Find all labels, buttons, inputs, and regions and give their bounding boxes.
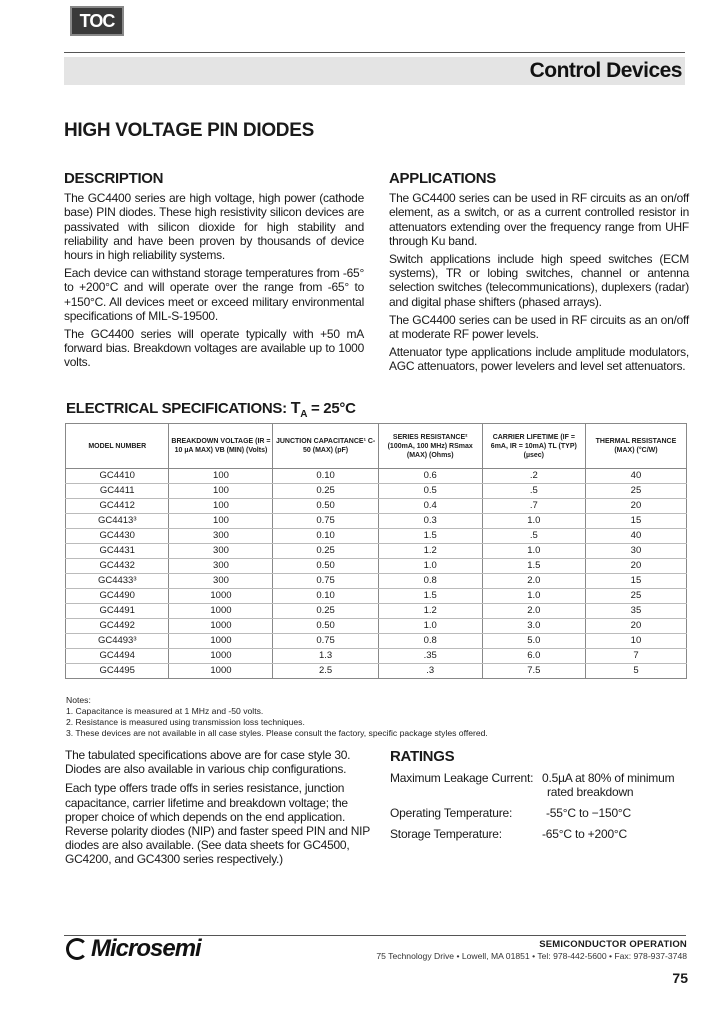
page-title: HIGH VOLTAGE PIN DIODES	[64, 120, 314, 141]
header-rule	[64, 52, 685, 53]
table-cell: .2	[482, 469, 585, 484]
col-header-thermal: THERMAL RESISTANCE (MAX) (°C/W)	[585, 424, 686, 469]
col-header-model: MODEL NUMBER	[66, 424, 169, 469]
operating-temp-value: -55°C to −150°C	[546, 806, 631, 820]
table-row	[66, 499, 687, 514]
bottom-text	[65, 748, 370, 872]
table-cell: 10	[585, 634, 686, 649]
notes-heading: Notes:	[66, 695, 91, 705]
applications-paragraph-2: Switch applications include high speed switches (ECM systems), TR or lobing switches, channel or antenna selection switches (telecommunications), duplexers (radar) and digital phase shifters (phased arrays).	[389, 252, 689, 309]
table-cell: GC4411	[66, 484, 169, 499]
table-row	[66, 514, 687, 529]
table-cell: 300	[169, 544, 273, 559]
table-row	[66, 589, 687, 604]
table-cell: 15	[585, 574, 686, 589]
bottom-paragraph-2: Each type offers trade offs in series resistance, junction capacitance, carrier lifetime and breakdown voltage; the proper choice of which depends on the end application. Reverse polarity diodes (NIP) and faster speed PIN and NIP diodes are also available. (See data sheets for GC4500, GC4200, and GC4300 series respectively.)	[65, 781, 370, 867]
description-paragraph-3: The GC4400 series will operate typically with +50 mA forward bias. Breakdown voltages are available up to 1000 volts.	[64, 327, 364, 370]
table-cell: 20	[585, 559, 686, 574]
storage-temp-label: Storage Temperature:	[390, 827, 502, 841]
specs-table-body	[66, 469, 687, 679]
table-cell: .5	[482, 484, 585, 499]
applications-paragraph-4: Attenuator type applications include amplitude modulators, AGC attenuators, power levelers and level set attenuators.	[389, 345, 689, 374]
toc-button[interactable]: TOC	[70, 6, 124, 36]
table-row	[66, 649, 687, 664]
table-cell: 300	[169, 574, 273, 589]
applications-paragraph-3: The GC4400 series can be used in RF circuits as an on/off at moderate RF power levels.	[389, 312, 689, 342]
specs-title-value: = 25°C	[310, 400, 356, 417]
table-cell: GC4494	[66, 649, 169, 664]
description-paragraph-2: Each device can withstand storage temperatures from -65° to +200°C and will operate over the range from -65° to +150°C. All devices meet or exceed military environmental specifications of MIL-S-19500.	[64, 266, 364, 323]
col-header-capacitance: JUNCTION CAPACITANCE¹ C-50 (MAX) (pF)	[273, 424, 378, 469]
table-cell: .3	[378, 664, 482, 679]
table-cell: GC4490	[66, 589, 169, 604]
table-cell: .35	[378, 649, 482, 664]
table-cell: 100	[169, 484, 273, 499]
table-cell: 2.5	[273, 664, 378, 679]
table-cell: 100	[169, 469, 273, 484]
table-cell: 0.25	[273, 604, 378, 619]
table-cell: 2.0	[482, 604, 585, 619]
table-row	[66, 529, 687, 544]
leakage-value-cont: rated breakdown	[547, 785, 634, 799]
table-cell: GC4410	[66, 469, 169, 484]
table-cell: 5.0	[482, 634, 585, 649]
table-cell: 1.0	[482, 589, 585, 604]
table-cell: 20	[585, 499, 686, 514]
table-cell: 0.5	[378, 484, 482, 499]
description-paragraph-1: The GC4400 series are high voltage, high power (cathode base) PIN diodes. These high resistivity silicon devices are passivated with silicon dioxide for high stability and reliability and have been proven by thousands of device hours in high reliability systems.	[64, 191, 364, 263]
table-cell: 6.0	[482, 649, 585, 664]
table-cell: 0.75	[273, 574, 378, 589]
table-cell: 7.5	[482, 664, 585, 679]
table-cell: GC4431	[66, 544, 169, 559]
table-cell: 0.8	[378, 634, 482, 649]
specs-title-prefix: ELECTRICAL SPECIFICATIONS:	[66, 400, 287, 417]
table-cell: 2.0	[482, 574, 585, 589]
table-cell: 100	[169, 514, 273, 529]
table-cell: 0.25	[273, 544, 378, 559]
microsemi-logo	[66, 935, 201, 963]
operating-temp-label: Operating Temperature:	[390, 806, 513, 820]
table-row	[66, 619, 687, 634]
table-cell: 1000	[169, 604, 273, 619]
table-cell: 1.0	[482, 514, 585, 529]
table-cell: 1.5	[378, 529, 482, 544]
table-cell: 1000	[169, 649, 273, 664]
table-cell: 1000	[169, 634, 273, 649]
table-cell: 30	[585, 544, 686, 559]
table-cell: 1.0	[378, 559, 482, 574]
table-row	[66, 469, 687, 484]
table-cell: 0.50	[273, 559, 378, 574]
table-row	[66, 559, 687, 574]
table-cell: 0.75	[273, 634, 378, 649]
table-cell: 35	[585, 604, 686, 619]
table-cell: 1.2	[378, 544, 482, 559]
description-heading: DESCRIPTION	[64, 170, 164, 187]
specs-header-row	[66, 424, 687, 469]
table-cell: 25	[585, 589, 686, 604]
page-number: 75	[672, 970, 688, 986]
table-cell: 1000	[169, 589, 273, 604]
table-cell: 15	[585, 514, 686, 529]
table-cell: GC4432	[66, 559, 169, 574]
table-row	[66, 634, 687, 649]
table-cell: .7	[482, 499, 585, 514]
table-cell: GC4433³	[66, 574, 169, 589]
table-cell: GC4430	[66, 529, 169, 544]
specs-title-ta: T	[290, 400, 301, 417]
logo-mark-icon	[66, 938, 88, 960]
division-name: SEMICONDUCTOR OPERATION	[539, 939, 687, 950]
table-cell: 25	[585, 484, 686, 499]
table-cell: 1.0	[378, 619, 482, 634]
applications-heading: APPLICATIONS	[389, 170, 496, 187]
specs-title-sub: A	[300, 409, 308, 420]
table-cell: 0.10	[273, 529, 378, 544]
applications-section	[389, 172, 689, 378]
table-cell: 100	[169, 499, 273, 514]
note-1: 1. Capacitance is measured at 1 MHz and -50 volts.	[66, 706, 264, 716]
leakage-value: 0.5µA at 80% of minimum	[542, 771, 675, 785]
table-cell: 0.50	[273, 619, 378, 634]
table-row	[66, 604, 687, 619]
specs-table	[65, 423, 687, 679]
table-cell: 0.10	[273, 589, 378, 604]
bottom-paragraph-1: The tabulated specifications above are for case style 30. Diodes are also available in various chip configurations.	[65, 748, 351, 777]
col-header-lifetime: CARRIER LIFETIME (IF = 6mA, IR = 10mA) TL (TYP) (µsec)	[482, 424, 585, 469]
table-cell: GC4413³	[66, 514, 169, 529]
note-3: 3. These devices are not available in all case styles. Please consult the factory, specific package styles offered.	[66, 728, 488, 738]
table-cell: 300	[169, 529, 273, 544]
table-cell: 1.3	[273, 649, 378, 664]
table-cell: 0.10	[273, 469, 378, 484]
notes	[66, 695, 488, 739]
ratings-heading: RATINGS	[390, 748, 455, 765]
table-cell: 40	[585, 469, 686, 484]
table-cell: 0.8	[378, 574, 482, 589]
table-cell: 7	[585, 649, 686, 664]
table-cell: 0.50	[273, 499, 378, 514]
table-cell: 1000	[169, 619, 273, 634]
table-cell: 1.0	[482, 544, 585, 559]
table-cell: 3.0	[482, 619, 585, 634]
table-row	[66, 574, 687, 589]
col-header-breakdown: BREAKDOWN VOLTAGE (IR = 10 µA MAX) VB (MIN) (Volts)	[169, 424, 273, 469]
table-cell: GC4491	[66, 604, 169, 619]
table-cell: 0.6	[378, 469, 482, 484]
company-address: 75 Technology Drive • Lowell, MA 01851 • Tel: 978-442-5600 • Fax: 978-937-3748	[376, 951, 687, 961]
table-cell: 20	[585, 619, 686, 634]
section-title: Control Devices	[529, 59, 682, 82]
table-row	[66, 664, 687, 679]
applications-paragraph-1: The GC4400 series can be used in RF circuits as an on/off element, as a switch, or as a current controlled resistor in attenuators extending over the frequency range from UHF through Ku band.	[389, 191, 689, 248]
table-cell: .5	[482, 529, 585, 544]
table-cell: 5	[585, 664, 686, 679]
table-cell: 0.3	[378, 514, 482, 529]
table-cell: GC4495	[66, 664, 169, 679]
table-cell: 1.5	[378, 589, 482, 604]
leakage-label: Maximum Leakage Current:	[390, 771, 534, 785]
table-cell: 0.4	[378, 499, 482, 514]
table-cell: 1.5	[482, 559, 585, 574]
table-cell: GC4412	[66, 499, 169, 514]
col-header-resistance: SERIES RESISTANCE² (100mA, 100 MHz) RSmax (MAX) (Ohms)	[378, 424, 482, 469]
table-row	[66, 484, 687, 499]
table-cell: 1.2	[378, 604, 482, 619]
note-2: 2. Resistance is measured using transmission loss techniques.	[66, 717, 305, 727]
storage-temp-value: -65°C to +200°C	[542, 827, 627, 841]
specs-title	[66, 400, 356, 420]
table-cell: 1000	[169, 664, 273, 679]
table-cell: GC4492	[66, 619, 169, 634]
description-section	[64, 172, 364, 374]
table-cell: 300	[169, 559, 273, 574]
table-cell: GC4493³	[66, 634, 169, 649]
table-cell: 0.75	[273, 514, 378, 529]
table-cell: 0.25	[273, 484, 378, 499]
logo-text: Microsemi	[91, 935, 201, 962]
table-row	[66, 544, 687, 559]
table-cell: 40	[585, 529, 686, 544]
